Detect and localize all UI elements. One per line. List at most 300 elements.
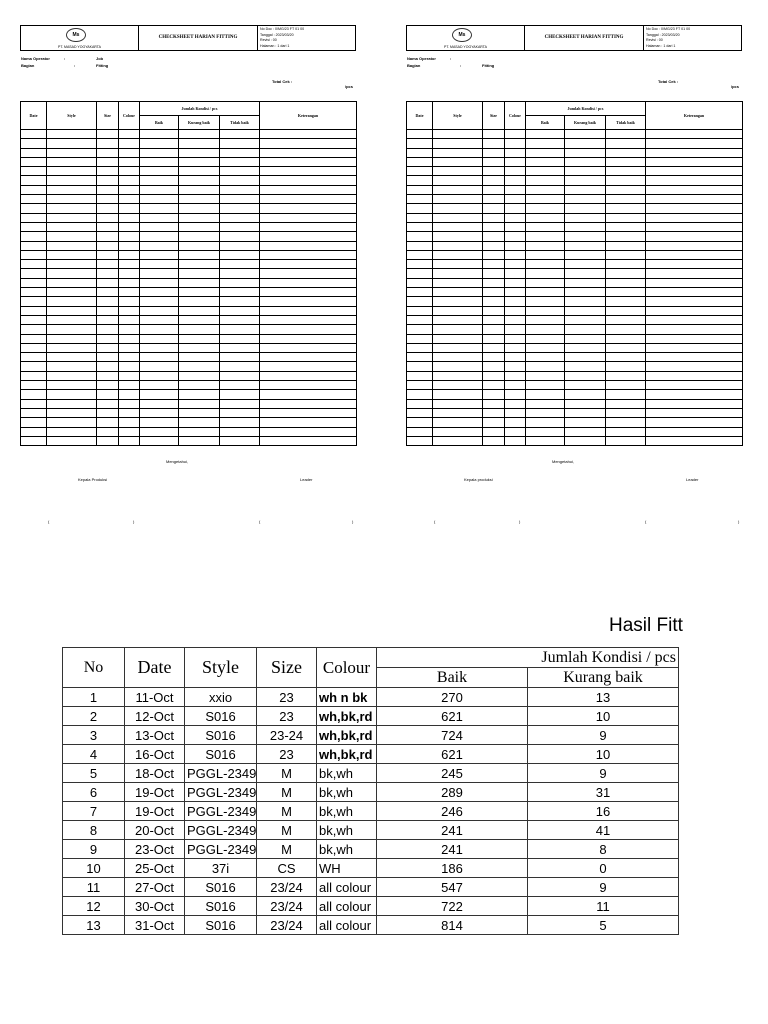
blank-cell bbox=[526, 325, 565, 334]
blank-cell bbox=[47, 362, 97, 371]
result-cell-kurang-baik: 0 bbox=[528, 859, 679, 878]
blank-cell bbox=[606, 157, 646, 166]
blank-cell bbox=[119, 399, 140, 408]
doc-date: Tanggal : 2023/03/20 bbox=[646, 32, 680, 37]
blank-row bbox=[407, 399, 743, 408]
blank-cell bbox=[179, 343, 220, 352]
sig-paren-close-1: ) bbox=[519, 519, 521, 525]
blank-cell bbox=[433, 130, 483, 139]
blank-cell bbox=[646, 195, 743, 204]
result-col-kurang-baik: Kurang baik bbox=[528, 668, 679, 688]
blank-cell bbox=[119, 213, 140, 222]
blank-cell bbox=[606, 269, 646, 278]
blank-cell bbox=[220, 241, 260, 250]
result-col-jumlah: Jumlah Kondisi / pcs bbox=[377, 648, 679, 668]
blank-cell bbox=[483, 241, 505, 250]
blank-row bbox=[407, 130, 743, 139]
blank-cell bbox=[526, 353, 565, 362]
blank-cell bbox=[220, 362, 260, 371]
blank-row bbox=[407, 334, 743, 343]
result-cell-baik: 621 bbox=[377, 707, 528, 726]
blank-row bbox=[21, 222, 357, 231]
blank-cell bbox=[179, 130, 220, 139]
blank-cell bbox=[606, 185, 646, 194]
result-cell-baik: 289 bbox=[377, 783, 528, 802]
blank-cell bbox=[140, 427, 179, 436]
blank-cell bbox=[505, 241, 526, 250]
doc-number: No Doc : 0/MG/23 FT 01 00 bbox=[646, 27, 691, 31]
total-check-label: Total Cek : bbox=[658, 79, 679, 84]
blank-cell bbox=[505, 390, 526, 399]
blank-cell bbox=[140, 260, 179, 269]
blank-row bbox=[407, 232, 743, 241]
blank-cell bbox=[565, 204, 606, 213]
blank-row bbox=[21, 325, 357, 334]
blank-cell bbox=[21, 436, 47, 445]
blank-cell bbox=[646, 232, 743, 241]
blank-cell bbox=[21, 176, 47, 185]
blank-cell bbox=[526, 371, 565, 380]
blank-cell bbox=[483, 204, 505, 213]
blank-row bbox=[21, 148, 357, 157]
result-cell-no: 12 bbox=[63, 897, 125, 916]
blank-cell bbox=[433, 399, 483, 408]
result-cell-no: 1 bbox=[63, 688, 125, 707]
blank-cell bbox=[505, 436, 526, 445]
result-row bbox=[63, 745, 679, 764]
result-cell-style: S016 bbox=[185, 916, 257, 935]
blank-cell bbox=[433, 353, 483, 362]
blank-cell bbox=[606, 436, 646, 445]
result-cell-no: 8 bbox=[63, 821, 125, 840]
blank-cell bbox=[21, 167, 47, 176]
blank-cell bbox=[179, 139, 220, 148]
result-cell-date: 12-Oct bbox=[125, 707, 185, 726]
blank-row bbox=[407, 176, 743, 185]
blank-cell bbox=[179, 362, 220, 371]
blank-cell bbox=[407, 371, 433, 380]
blank-cell bbox=[21, 381, 47, 390]
blank-cell bbox=[646, 148, 743, 157]
blank-cell bbox=[119, 306, 140, 315]
blank-row bbox=[407, 195, 743, 204]
blank-cell bbox=[565, 232, 606, 241]
blank-cell bbox=[565, 436, 606, 445]
doc-number: No Doc : 0/MG/23 FT 01 00 bbox=[260, 27, 305, 31]
blank-cell bbox=[119, 436, 140, 445]
company-name: PT. MASAD YOGYAKARTA bbox=[444, 45, 487, 49]
blank-cell bbox=[140, 399, 179, 408]
blank-cell bbox=[140, 130, 179, 139]
blank-cell bbox=[21, 418, 47, 427]
result-cell-size: 23 bbox=[257, 745, 317, 764]
result-row bbox=[63, 764, 679, 783]
blank-cell bbox=[179, 381, 220, 390]
col-kurang-baik: Kurang baik bbox=[565, 116, 606, 130]
blank-cell bbox=[565, 381, 606, 390]
blank-cell bbox=[483, 130, 505, 139]
blank-cell bbox=[565, 278, 606, 287]
blank-cell bbox=[47, 334, 97, 343]
blank-row bbox=[21, 353, 357, 362]
blank-row bbox=[407, 139, 743, 148]
blank-cell bbox=[565, 315, 606, 324]
blank-cell bbox=[606, 353, 646, 362]
blank-cell bbox=[119, 343, 140, 352]
blank-cell bbox=[97, 157, 119, 166]
blank-cell bbox=[483, 306, 505, 315]
blank-cell bbox=[260, 278, 357, 287]
blank-cell bbox=[646, 362, 743, 371]
blank-cell bbox=[646, 436, 743, 445]
blank-cell bbox=[21, 139, 47, 148]
blank-cell bbox=[433, 371, 483, 380]
blank-row bbox=[407, 325, 743, 334]
checksheet-table bbox=[406, 101, 743, 446]
result-cell-kurang-baik: 11 bbox=[528, 897, 679, 916]
blank-cell bbox=[646, 260, 743, 269]
blank-cell bbox=[483, 260, 505, 269]
blank-cell bbox=[220, 232, 260, 241]
blank-row bbox=[21, 260, 357, 269]
blank-cell bbox=[646, 157, 743, 166]
company-logo-icon: Ms bbox=[66, 28, 86, 42]
blank-cell bbox=[179, 204, 220, 213]
blank-cell bbox=[483, 408, 505, 417]
result-cell-size: 23 bbox=[257, 707, 317, 726]
blank-cell bbox=[526, 334, 565, 343]
blank-cell bbox=[47, 306, 97, 315]
blank-cell bbox=[646, 334, 743, 343]
blank-cell bbox=[526, 362, 565, 371]
result-cell-no: 7 bbox=[63, 802, 125, 821]
blank-cell bbox=[433, 325, 483, 334]
blank-cell bbox=[526, 269, 565, 278]
blank-cell bbox=[119, 390, 140, 399]
blank-cell bbox=[220, 297, 260, 306]
result-cell-date: 27-Oct bbox=[125, 878, 185, 897]
result-col-date: Date bbox=[125, 648, 185, 688]
blank-cell bbox=[646, 288, 743, 297]
blank-cell bbox=[21, 315, 47, 324]
result-rows bbox=[63, 688, 679, 935]
form-title: CHECKSHEET HARIAN FITTING bbox=[139, 26, 258, 50]
form-meta bbox=[20, 51, 356, 101]
blank-cell bbox=[565, 297, 606, 306]
blank-row bbox=[21, 185, 357, 194]
blank-row bbox=[407, 297, 743, 306]
result-cell-size: M bbox=[257, 802, 317, 821]
operator-label: Nama Operator bbox=[21, 56, 50, 61]
blank-cell bbox=[565, 130, 606, 139]
blank-row bbox=[21, 306, 357, 315]
blank-cell bbox=[407, 157, 433, 166]
blank-cell bbox=[97, 278, 119, 287]
blank-cell bbox=[606, 390, 646, 399]
result-row bbox=[63, 897, 679, 916]
blank-cell bbox=[220, 353, 260, 362]
result-cell-no: 11 bbox=[63, 878, 125, 897]
result-cell-kurang-baik: 5 bbox=[528, 916, 679, 935]
blank-row bbox=[407, 343, 743, 352]
blank-cell bbox=[433, 232, 483, 241]
blank-cell bbox=[606, 371, 646, 380]
blank-cell bbox=[606, 288, 646, 297]
blank-row bbox=[21, 195, 357, 204]
blank-cell bbox=[97, 334, 119, 343]
blank-cell bbox=[260, 343, 357, 352]
blank-row bbox=[407, 408, 743, 417]
blank-cell bbox=[21, 204, 47, 213]
result-cell-colour: bk,wh bbox=[317, 802, 377, 821]
result-cell-no: 5 bbox=[63, 764, 125, 783]
blank-cell bbox=[407, 390, 433, 399]
blank-row bbox=[407, 418, 743, 427]
blank-cell bbox=[407, 241, 433, 250]
sig-paren-close-1: ) bbox=[133, 519, 135, 525]
company-logo-icon: Ms bbox=[452, 28, 472, 42]
result-cell-no: 13 bbox=[63, 916, 125, 935]
result-cell-baik: 621 bbox=[377, 745, 528, 764]
blank-cell bbox=[407, 306, 433, 315]
result-col-size: Size bbox=[257, 648, 317, 688]
blank-cell bbox=[140, 222, 179, 231]
blank-cell bbox=[119, 185, 140, 194]
blank-cell bbox=[140, 343, 179, 352]
blank-cell bbox=[505, 213, 526, 222]
result-row bbox=[63, 916, 679, 935]
result-cell-date: 23-Oct bbox=[125, 840, 185, 859]
result-cell-style: S016 bbox=[185, 878, 257, 897]
blank-cell bbox=[220, 195, 260, 204]
blank-cell bbox=[47, 325, 97, 334]
blank-cell bbox=[140, 325, 179, 334]
blank-cell bbox=[526, 306, 565, 315]
blank-cell bbox=[646, 418, 743, 427]
blank-cell bbox=[646, 213, 743, 222]
sig-paren-close-2: ) bbox=[738, 519, 740, 525]
blank-cell bbox=[526, 148, 565, 157]
blank-cell bbox=[119, 408, 140, 417]
blank-cell bbox=[505, 315, 526, 324]
blank-cell bbox=[220, 436, 260, 445]
blank-cell bbox=[119, 269, 140, 278]
col-keterangan: Keterangan bbox=[646, 102, 743, 130]
blank-row bbox=[407, 167, 743, 176]
blank-cell bbox=[260, 204, 357, 213]
blank-cell bbox=[140, 297, 179, 306]
result-cell-colour: wh,bk,rd bbox=[317, 707, 377, 726]
blank-cell bbox=[220, 306, 260, 315]
blank-cell bbox=[505, 167, 526, 176]
blank-cell bbox=[483, 250, 505, 259]
result-cell-kurang-baik: 10 bbox=[528, 707, 679, 726]
blank-cell bbox=[407, 288, 433, 297]
blank-cell bbox=[565, 427, 606, 436]
blank-cell bbox=[526, 278, 565, 287]
blank-cell bbox=[119, 241, 140, 250]
blank-row bbox=[21, 427, 357, 436]
blank-cell bbox=[646, 325, 743, 334]
blank-cell bbox=[179, 306, 220, 315]
result-cell-size: CS bbox=[257, 859, 317, 878]
blank-row bbox=[21, 436, 357, 445]
result-col-style: Style bbox=[185, 648, 257, 688]
blank-cell bbox=[140, 204, 179, 213]
blank-cell bbox=[220, 315, 260, 324]
blank-cell bbox=[47, 222, 97, 231]
blank-row bbox=[21, 250, 357, 259]
result-row bbox=[63, 707, 679, 726]
blank-cell bbox=[606, 130, 646, 139]
blank-cell bbox=[21, 269, 47, 278]
result-cell-baik: 547 bbox=[377, 878, 528, 897]
blank-row bbox=[21, 381, 357, 390]
blank-cell bbox=[47, 167, 97, 176]
checksheet-table bbox=[20, 101, 357, 446]
form-title: CHECKSHEET HARIAN FITTING bbox=[525, 26, 644, 50]
blank-cell bbox=[140, 315, 179, 324]
blank-cell bbox=[220, 371, 260, 380]
blank-cell bbox=[97, 315, 119, 324]
blank-row bbox=[21, 241, 357, 250]
bagian-label: Bagian bbox=[407, 63, 421, 68]
col-baik: Baik bbox=[140, 116, 179, 130]
blank-row bbox=[21, 371, 357, 380]
blank-cell bbox=[179, 334, 220, 343]
blank-cell bbox=[606, 213, 646, 222]
blank-cell bbox=[97, 167, 119, 176]
blank-cell bbox=[646, 176, 743, 185]
blank-cell bbox=[47, 260, 97, 269]
blank-cell bbox=[407, 130, 433, 139]
result-cell-baik: 270 bbox=[377, 688, 528, 707]
blank-cell bbox=[260, 232, 357, 241]
blank-row bbox=[21, 167, 357, 176]
blank-cell bbox=[47, 399, 97, 408]
kepala-produksi-label: Kepala Produksi bbox=[78, 477, 108, 483]
blank-cell bbox=[483, 436, 505, 445]
blank-cell bbox=[505, 408, 526, 417]
blank-cell bbox=[433, 167, 483, 176]
blank-cell bbox=[140, 167, 179, 176]
blank-cell bbox=[407, 278, 433, 287]
blank-row bbox=[407, 353, 743, 362]
blank-row bbox=[407, 222, 743, 231]
col-size: Size bbox=[483, 102, 505, 130]
blank-cell bbox=[21, 260, 47, 269]
blank-cell bbox=[97, 343, 119, 352]
blank-cell bbox=[220, 139, 260, 148]
blank-cell bbox=[179, 427, 220, 436]
blank-cell bbox=[565, 222, 606, 231]
blank-cell bbox=[140, 418, 179, 427]
result-cell-baik: 246 bbox=[377, 802, 528, 821]
col-date: Date bbox=[21, 102, 47, 130]
blank-cell bbox=[47, 278, 97, 287]
blank-cell bbox=[565, 260, 606, 269]
blank-cell bbox=[260, 390, 357, 399]
blank-cell bbox=[526, 427, 565, 436]
col-keterangan: Keterangan bbox=[260, 102, 357, 130]
col-style: Style bbox=[433, 102, 483, 130]
blank-cell bbox=[260, 167, 357, 176]
blank-row bbox=[21, 297, 357, 306]
blank-row bbox=[21, 399, 357, 408]
blank-cell bbox=[646, 278, 743, 287]
blank-cell bbox=[21, 306, 47, 315]
blank-cell bbox=[21, 232, 47, 241]
total-check-label: Total Cek : bbox=[272, 79, 293, 84]
blank-cell bbox=[565, 250, 606, 259]
result-cell-colour: all colour bbox=[317, 897, 377, 916]
blank-cell bbox=[526, 408, 565, 417]
blank-cell bbox=[119, 157, 140, 166]
blank-cell bbox=[220, 222, 260, 231]
blank-cell bbox=[47, 176, 97, 185]
blank-cell bbox=[140, 334, 179, 343]
blank-cell bbox=[179, 176, 220, 185]
blank-cell bbox=[646, 185, 743, 194]
blank-cell bbox=[565, 334, 606, 343]
blank-cell bbox=[220, 130, 260, 139]
blank-cell bbox=[606, 167, 646, 176]
blank-cell bbox=[140, 288, 179, 297]
blank-cell bbox=[606, 343, 646, 352]
blank-cell bbox=[526, 213, 565, 222]
blank-cell bbox=[21, 288, 47, 297]
blank-cell bbox=[179, 371, 220, 380]
blank-cell bbox=[407, 139, 433, 148]
blank-cell bbox=[646, 269, 743, 278]
blank-cell bbox=[179, 315, 220, 324]
blank-cell bbox=[47, 232, 97, 241]
blank-cell bbox=[47, 130, 97, 139]
col-style: Style bbox=[47, 102, 97, 130]
blank-cell bbox=[97, 176, 119, 185]
blank-cell bbox=[119, 176, 140, 185]
blank-cell bbox=[526, 250, 565, 259]
blank-cell bbox=[407, 418, 433, 427]
blank-cell bbox=[119, 250, 140, 259]
blank-cell bbox=[646, 399, 743, 408]
blank-cell bbox=[407, 260, 433, 269]
blank-cell bbox=[407, 167, 433, 176]
blank-cell bbox=[505, 381, 526, 390]
col-date: Date bbox=[407, 102, 433, 130]
blank-cell bbox=[140, 306, 179, 315]
blank-cell bbox=[483, 278, 505, 287]
result-cell-style: S016 bbox=[185, 897, 257, 916]
result-cell-date: 20-Oct bbox=[125, 821, 185, 840]
blank-cell bbox=[47, 213, 97, 222]
result-cell-kurang-baik: 10 bbox=[528, 745, 679, 764]
blank-cell bbox=[179, 399, 220, 408]
blank-cell bbox=[179, 241, 220, 250]
blank-cell bbox=[21, 222, 47, 231]
blank-cell bbox=[565, 288, 606, 297]
blank-cell bbox=[47, 381, 97, 390]
blank-cell bbox=[526, 390, 565, 399]
blank-cell bbox=[433, 343, 483, 352]
blank-cell bbox=[97, 353, 119, 362]
result-cell-style: PGGL-2349 bbox=[185, 821, 257, 840]
result-cell-date: 19-Oct bbox=[125, 783, 185, 802]
blank-row bbox=[407, 315, 743, 324]
company-name: PT. MASAD YOGYAKARTA bbox=[58, 45, 101, 49]
blank-cell bbox=[606, 260, 646, 269]
blank-cell bbox=[21, 241, 47, 250]
